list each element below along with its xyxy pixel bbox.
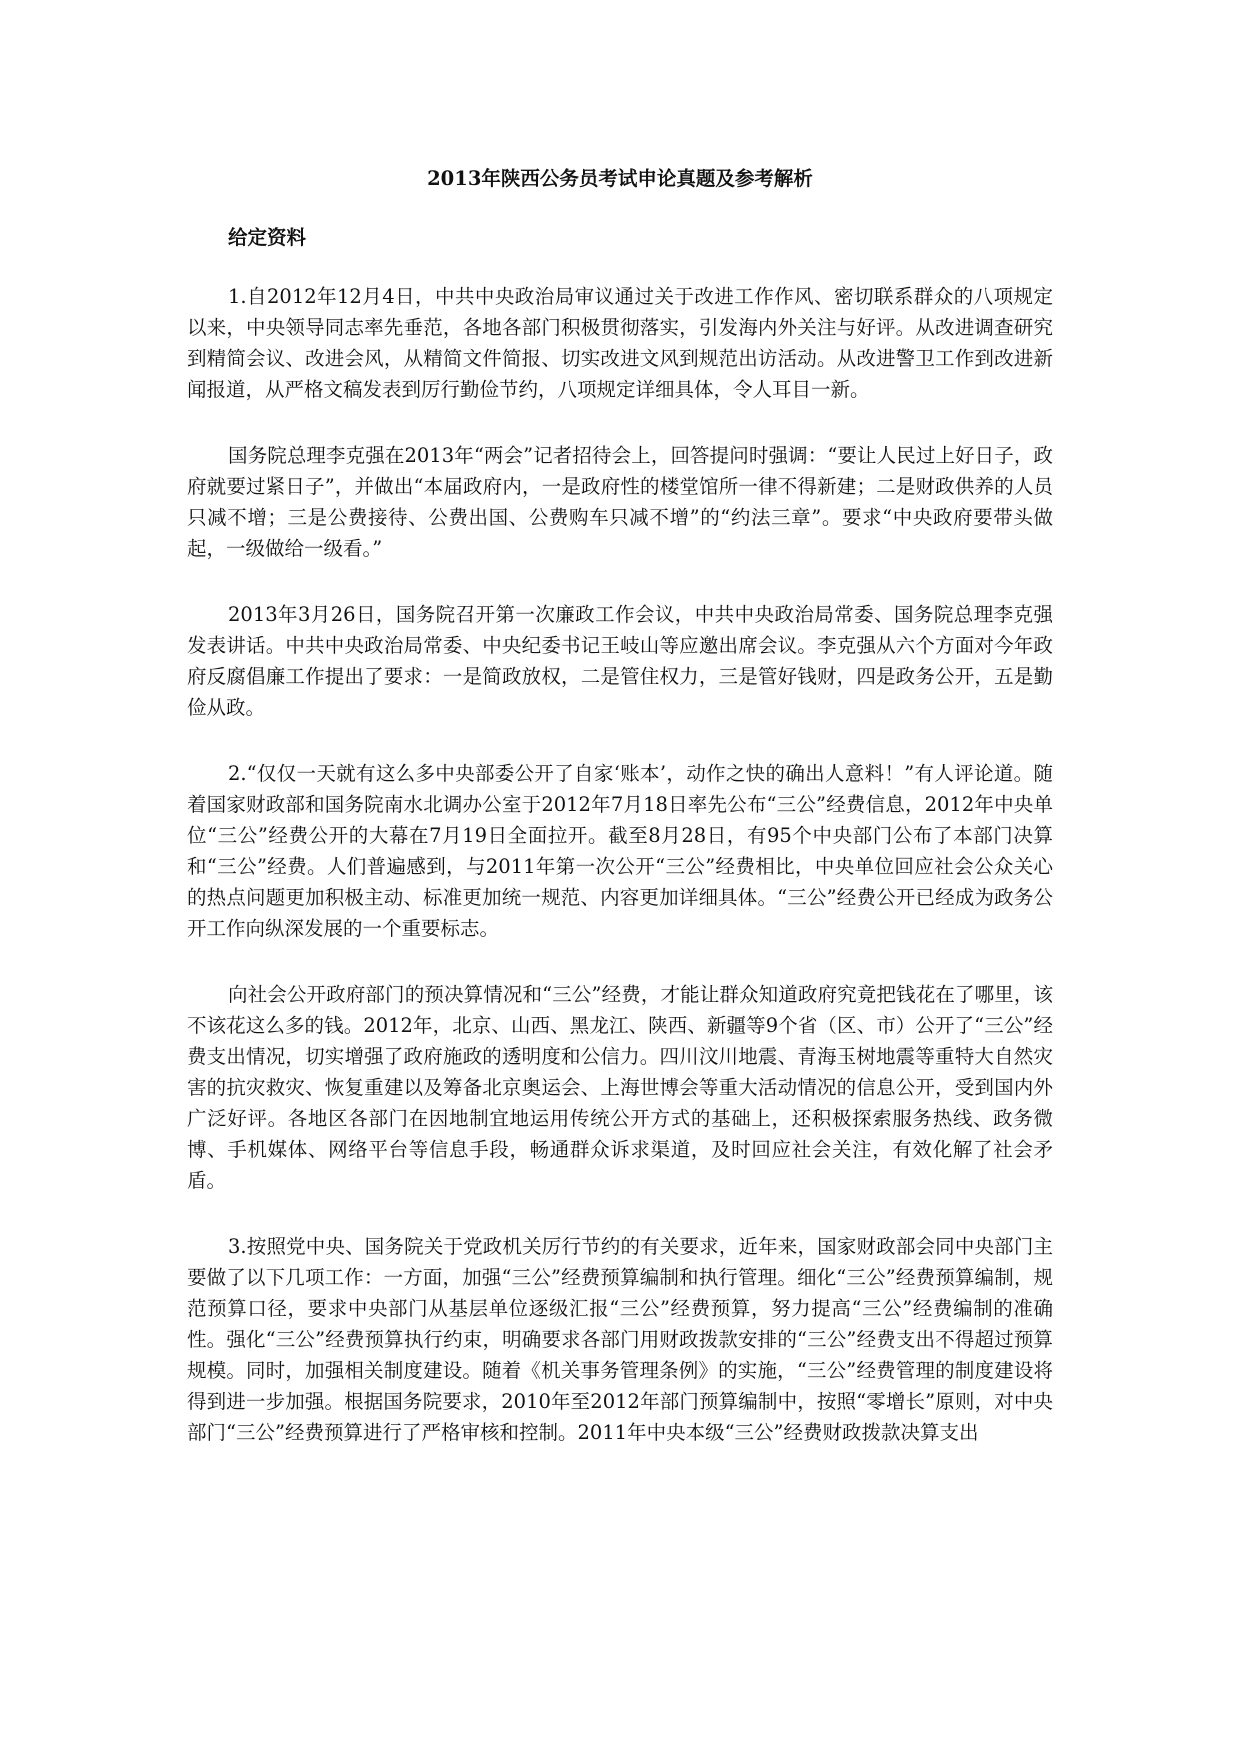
paragraph-6: 3.按照党中央、国务院关于党政机关厉行节约的有关要求，近年来，国家财政部会同中央部门主要做了以下几项工作：一方面，加强“三公”经费预算编制和执行管理。细化“三公”经费预算编制，规范预算口径，要求中央部门从基层单位逐级汇报“三公”经费预算，努力提高“三公”经费编制的准确性。强化“三公”经费预算执行约束，明确要求各部门用财政拨款安排的“三公”经费支出不得超过预算规模。同时，加强相关制度建设。随着《机关事务管理条例》的实施，“三公”经费管理的制度建设将得到进一步加强。根据国务院要求，2010年至2012年部门预算编制中，按照“零增长”原则，对中央部门“三公”经费预算进行了严格审核和控制。2011年中央本级“三公”经费财政拨款决算支出 [187, 1235, 1053, 1444]
paragraph-1: 1.自2012年12月4日，中共中央政治局审议通过关于改进工作作风、密切联系群众的八项规定以来，中央领导同志率先垂范，各地各部门积极贯彻落实，引发海内外关注与好评。从改进调查研究到精简会议、改进会风，从精简文件简报、切实改进文风到规范出访活动。从改进警卫工作到改进新闻报道，从严格文稿发表到厉行勤俭节约，八项规定详细具体，令人耳目一新。 [187, 285, 1053, 401]
section-heading: 给定资料 [228, 226, 307, 249]
paragraph-2: 国务院总理李克强在2013年“两会”记者招待会上，回答提问时强调：“要让人民过上好日子，政府就要过紧日子”，并做出“本届政府内，一是政府性的楼堂馆所一律不得新建；二是财政供养的人员只减不增；三是公费接待、公费出国、公费购车只减不增”的“约法三章”。要求“中央政府要带头做起，一级做给一级看。” [187, 444, 1053, 560]
paragraph-3: 2013年3月26日，国务院召开第一次廉政工作会议，中共中央政治局常委、国务院总理李克强发表讲话。中共中央政治局常委、中央纪委书记王岐山等应邀出席会议。李克强从六个方面对今年政府反腐倡廉工作提出了要求：一是简政放权，二是管住权力，三是管好钱财，四是政务公开，五是勤俭从政。 [187, 603, 1053, 719]
paragraph-4: 2.“仅仅一天就有这么多中央部委公开了自家‘账本’，动作之快的确出人意料！”有人评论道。随着国家财政部和国务院南水北调办公室于2012年7月18日率先公布“三公”经费信息，2012年中央单位“三公”经费公开的大幕在7月19日全面拉开。截至8月28日，有95个中央部门公布了本部门决算和“三公”经费。人们普遍感到，与2011年第一次公开“三公”经费相比，中央单位回应社会公众关心的热点问题更加积极主动、标准更加统一规范、内容更加详细具体。“三公”经费公开已经成为政务公开工作向纵深发展的一个重要标志。 [187, 762, 1053, 940]
paragraph-5: 向社会公开政府部门的预决算情况和“三公”经费，才能让群众知道政府究竟把钱花在了哪里，该不该花这么多的钱。2012年，北京、山西、黑龙江、陕西、新疆等9个省（区、市）公开了“三公”经费支出情况，切实增强了政府施政的透明度和公信力。四川汶川地震、青海玉树地震等重特大自然灾害的抗灾救灾、恢复重建以及筹备北京奥运会、上海世博会等重大活动情况的信息公开，受到国内外广泛好评。各地区各部门在因地制宜地运用传统公开方式的基础上，还积极探索服务热线、政务微博、手机媒体、网络平台等信息手段，畅通群众诉求渠道，及时回应社会关注，有效化解了社会矛盾。 [187, 983, 1053, 1192]
document-title: 2013年陕西公务员考试申论真题及参考解析 [427, 167, 813, 190]
